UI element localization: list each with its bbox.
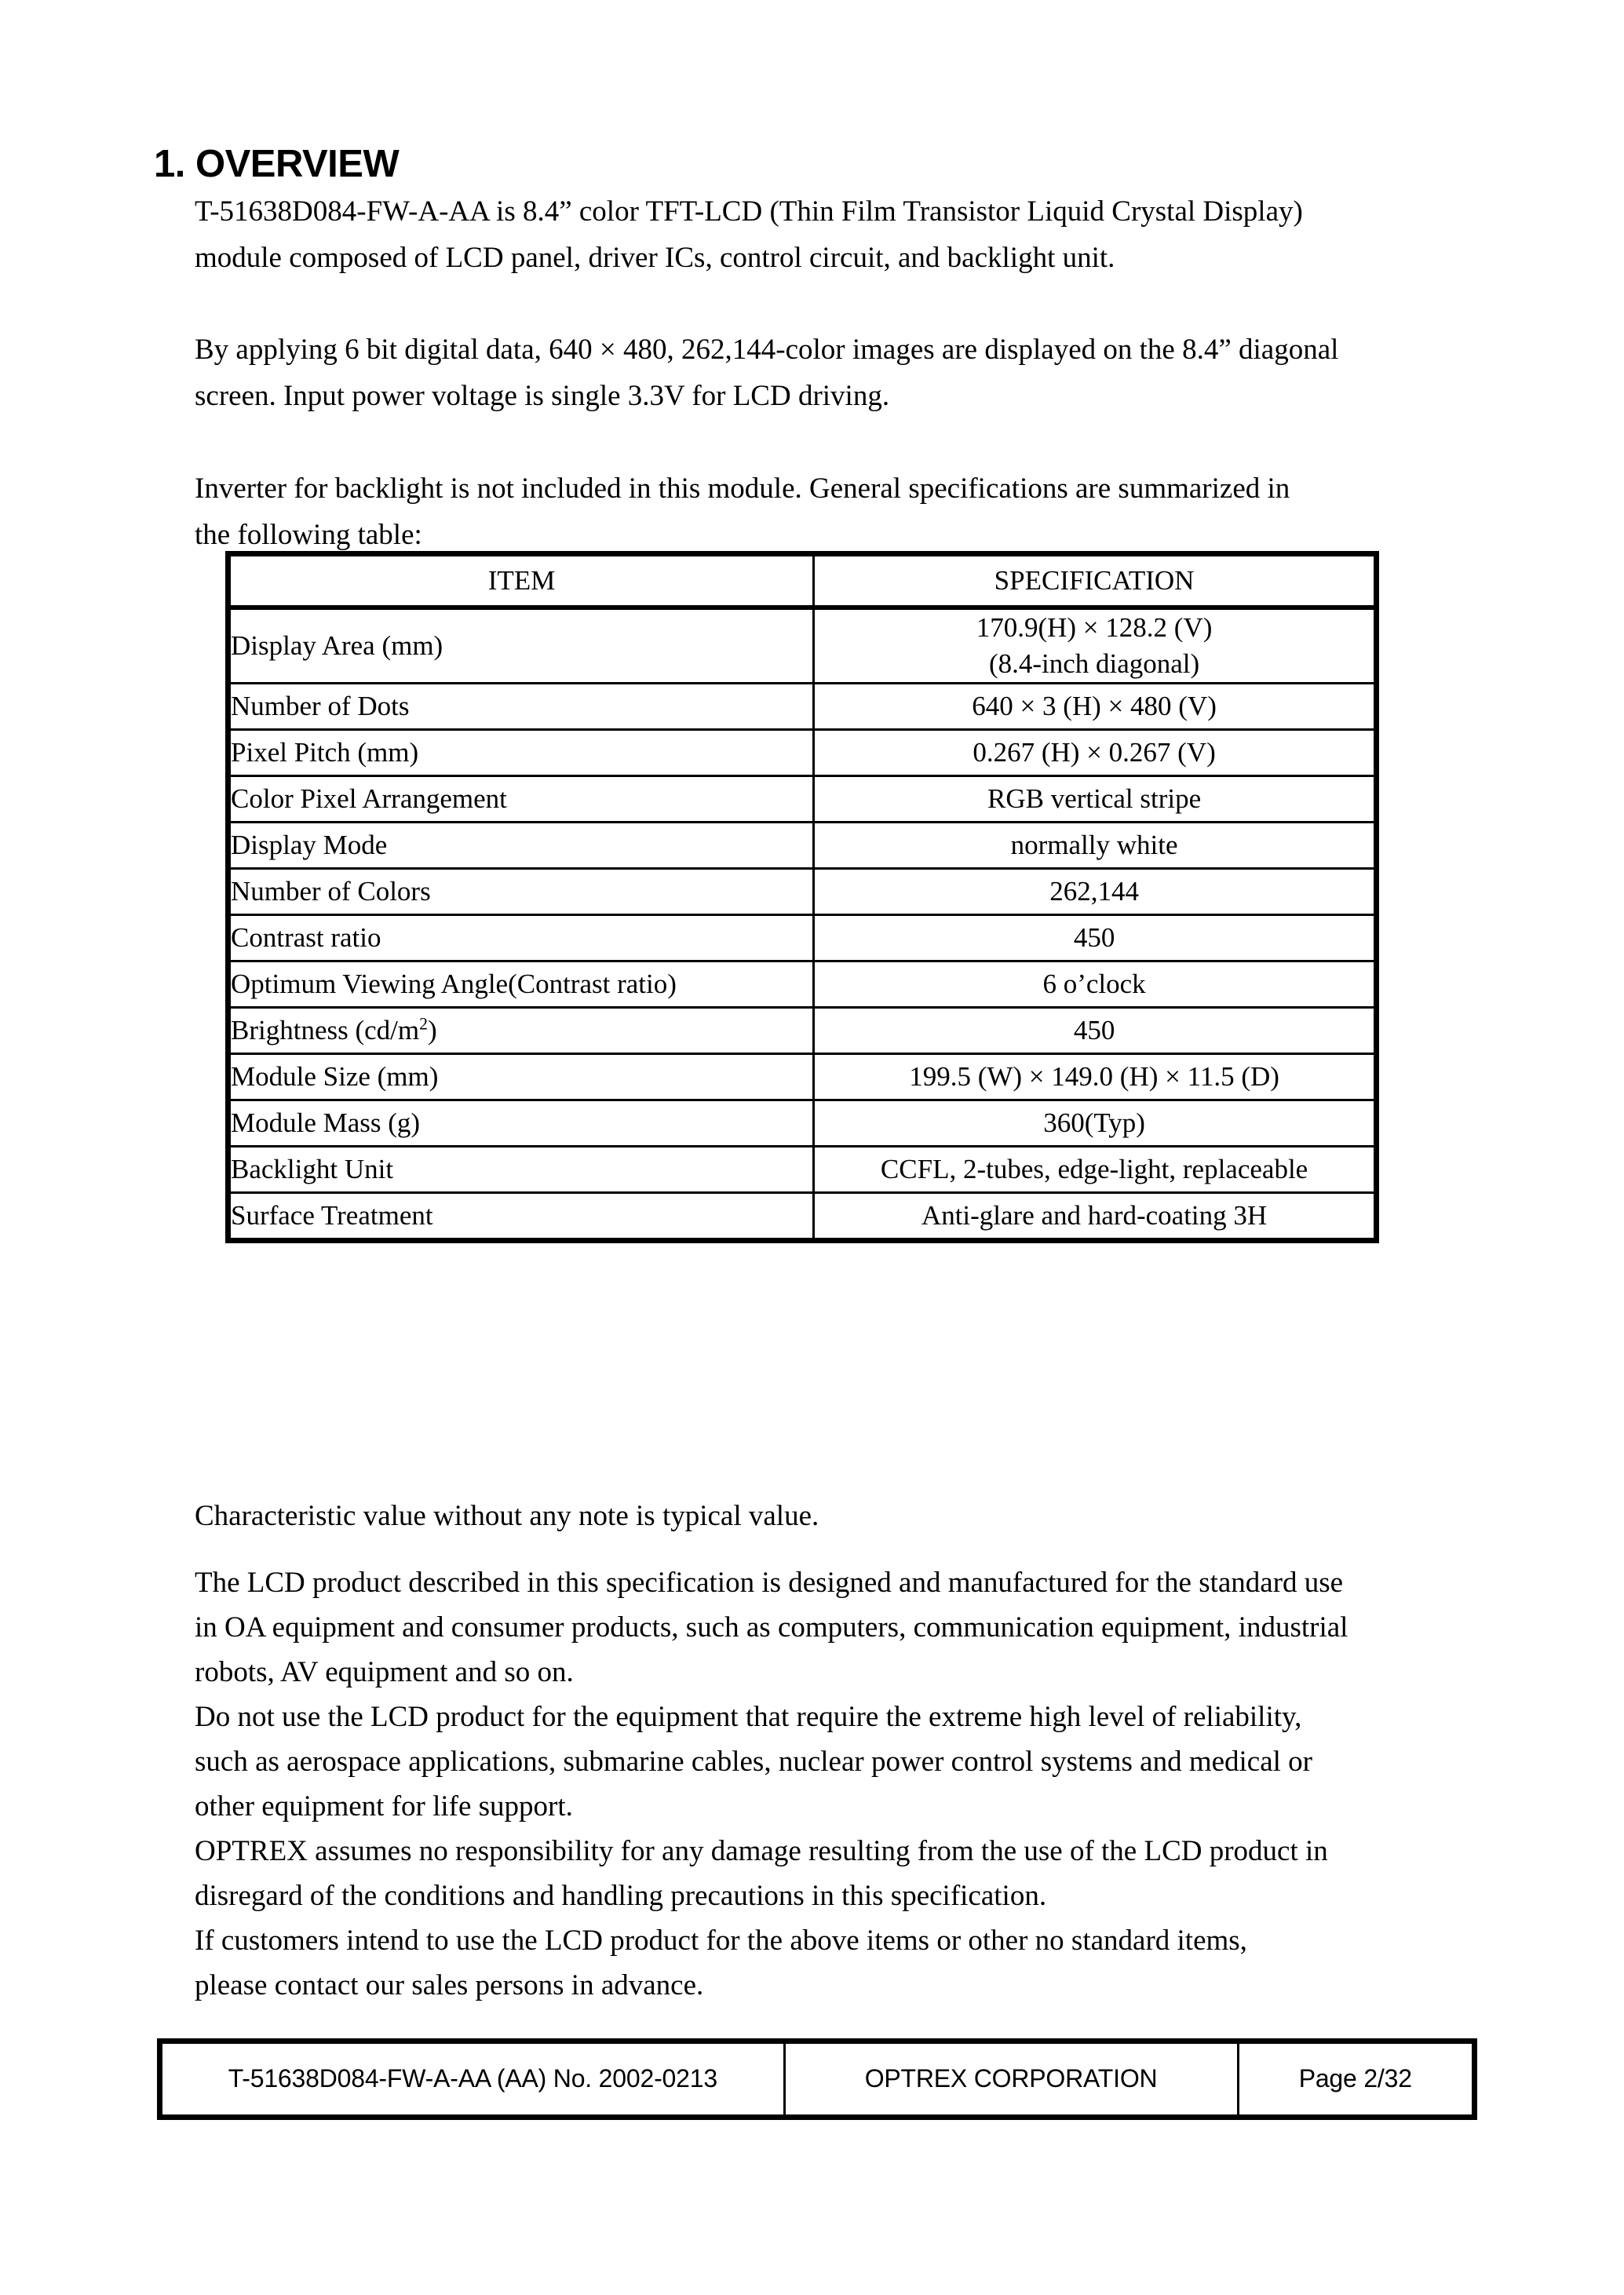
paragraph-line: module composed of LCD panel, driver ICs, control circuit, and backlight unit. — [195, 242, 1115, 274]
row-label: Pixel Pitch (mm) — [228, 730, 814, 776]
table-row — [228, 1054, 1377, 1100]
row-value: RGB vertical stripe — [814, 776, 1377, 823]
unit-superscript: 2 — [419, 1014, 428, 1034]
legal-line: robots, AV equipment and so on. — [195, 1656, 574, 1688]
row-label-suffix: ) — [427, 1015, 437, 1045]
row-value — [814, 609, 1377, 684]
overview-paragraph-3 — [195, 465, 1615, 558]
overview-paragraph-2 — [195, 327, 1615, 419]
legal-line: If customers intend to use the LCD product for the above items or other no standard items, — [195, 1925, 1247, 1957]
paragraph-line: screen. Input power voltage is single 3.3V for LCD driving. — [195, 380, 890, 412]
row-value: 360(Typ) — [814, 1100, 1377, 1147]
overview-paragraph-1 — [195, 188, 1615, 281]
row-label: Number of Dots — [228, 684, 814, 730]
row-value: 262,144 — [814, 869, 1377, 915]
table-row — [228, 609, 1377, 684]
row-label: Contrast ratio — [228, 915, 814, 961]
legal-line: OPTREX assumes no responsibility for any damage resulting from the use of the LCD product in — [195, 1835, 1328, 1867]
row-label: Backlight Unit — [228, 1147, 814, 1193]
row-value: 199.5 (W) × 149.0 (H) × 11.5 (D) — [814, 1054, 1377, 1100]
table-row — [228, 1193, 1377, 1241]
row-value: 6 o’clock — [814, 961, 1377, 1008]
row-value: 450 — [814, 1008, 1377, 1054]
legal-line: The LCD product described in this specification is designed and manufactured for the standard use — [195, 1567, 1344, 1599]
legal-line: please contact our sales persons in advance. — [195, 1969, 704, 2001]
column-header-specification: SPECIFICATION — [814, 554, 1377, 607]
row-label: Display Area (mm) — [228, 609, 814, 684]
footer-page-number: Page 2/32 — [1238, 2041, 1475, 2118]
column-header-item: ITEM — [228, 554, 814, 607]
legal-line: such as aerospace applications, submarine cables, nuclear power control systems and medical or — [195, 1746, 1312, 1778]
specification-table — [225, 551, 1379, 1243]
table-header-row — [228, 554, 1377, 607]
table-row — [228, 823, 1377, 869]
legal-notice — [195, 1560, 1615, 2008]
row-value: 450 — [814, 915, 1377, 961]
row-value-line: (8.4-inch diagonal) — [988, 648, 1200, 679]
page-footer — [157, 2038, 1477, 2120]
row-value: 0.267 (H) × 0.267 (V) — [814, 730, 1377, 776]
row-value-line: 170.9(H) × 128.2 (V) — [976, 612, 1213, 643]
row-value: CCFL, 2-tubes, edge-light, replaceable — [814, 1147, 1377, 1193]
paragraph-line: the following table: — [195, 519, 422, 551]
page-title: 1. OVERVIEW — [154, 142, 400, 185]
legal-line: Do not use the LCD product for the equipment that require the extreme high level of reliability, — [195, 1701, 1302, 1733]
row-label: Display Mode — [228, 823, 814, 869]
row-label: Optimum Viewing Angle(Contrast ratio) — [228, 961, 814, 1008]
footer-row — [160, 2041, 1475, 2118]
row-label: Surface Treatment — [228, 1193, 814, 1241]
paragraph-line: Inverter for backlight is not included in this module. General specifications are summarized in — [195, 472, 1290, 505]
paragraph-line: T-51638D084-FW-A-AA is 8.4” color TFT-LCD (Thin Film Transistor Liquid Crystal Display) — [195, 195, 1303, 228]
legal-line: disregard of the conditions and handling precautions in this specification. — [195, 1880, 1047, 1912]
row-value: Anti-glare and hard-coating 3H — [814, 1193, 1377, 1241]
table-row — [228, 915, 1377, 961]
row-label: Color Pixel Arrangement — [228, 776, 814, 823]
table-row — [228, 730, 1377, 776]
table-row — [228, 1008, 1377, 1054]
table-note: Characteristic value without any note is typical value. — [195, 1500, 819, 1532]
row-label: Module Mass (g) — [228, 1100, 814, 1147]
table-row — [228, 1100, 1377, 1147]
row-value: normally white — [814, 823, 1377, 869]
row-value: 640 × 3 (H) × 480 (V) — [814, 684, 1377, 730]
paragraph-line: By applying 6 bit digital data, 640 × 480, 262,144-color images are displayed on the 8.4” diagonal — [195, 334, 1339, 366]
legal-line: in OA equipment and consumer products, such as computers, communication equipment, industrial — [195, 1611, 1348, 1644]
footer-company: OPTREX CORPORATION — [784, 2041, 1238, 2118]
row-label: Module Size (mm) — [228, 1054, 814, 1100]
legal-line: other equipment for life support. — [195, 1790, 573, 1822]
table-row — [228, 776, 1377, 823]
footer-part-number: T-51638D084-FW-A-AA (AA) No. 2002-0213 — [160, 2041, 785, 2118]
table-row — [228, 1147, 1377, 1193]
table-row — [228, 684, 1377, 730]
row-label — [228, 1008, 814, 1054]
row-label-text: Brightness (cd/m — [231, 1015, 420, 1045]
row-label: Number of Colors — [228, 869, 814, 915]
table-row — [228, 869, 1377, 915]
table-row — [228, 961, 1377, 1008]
